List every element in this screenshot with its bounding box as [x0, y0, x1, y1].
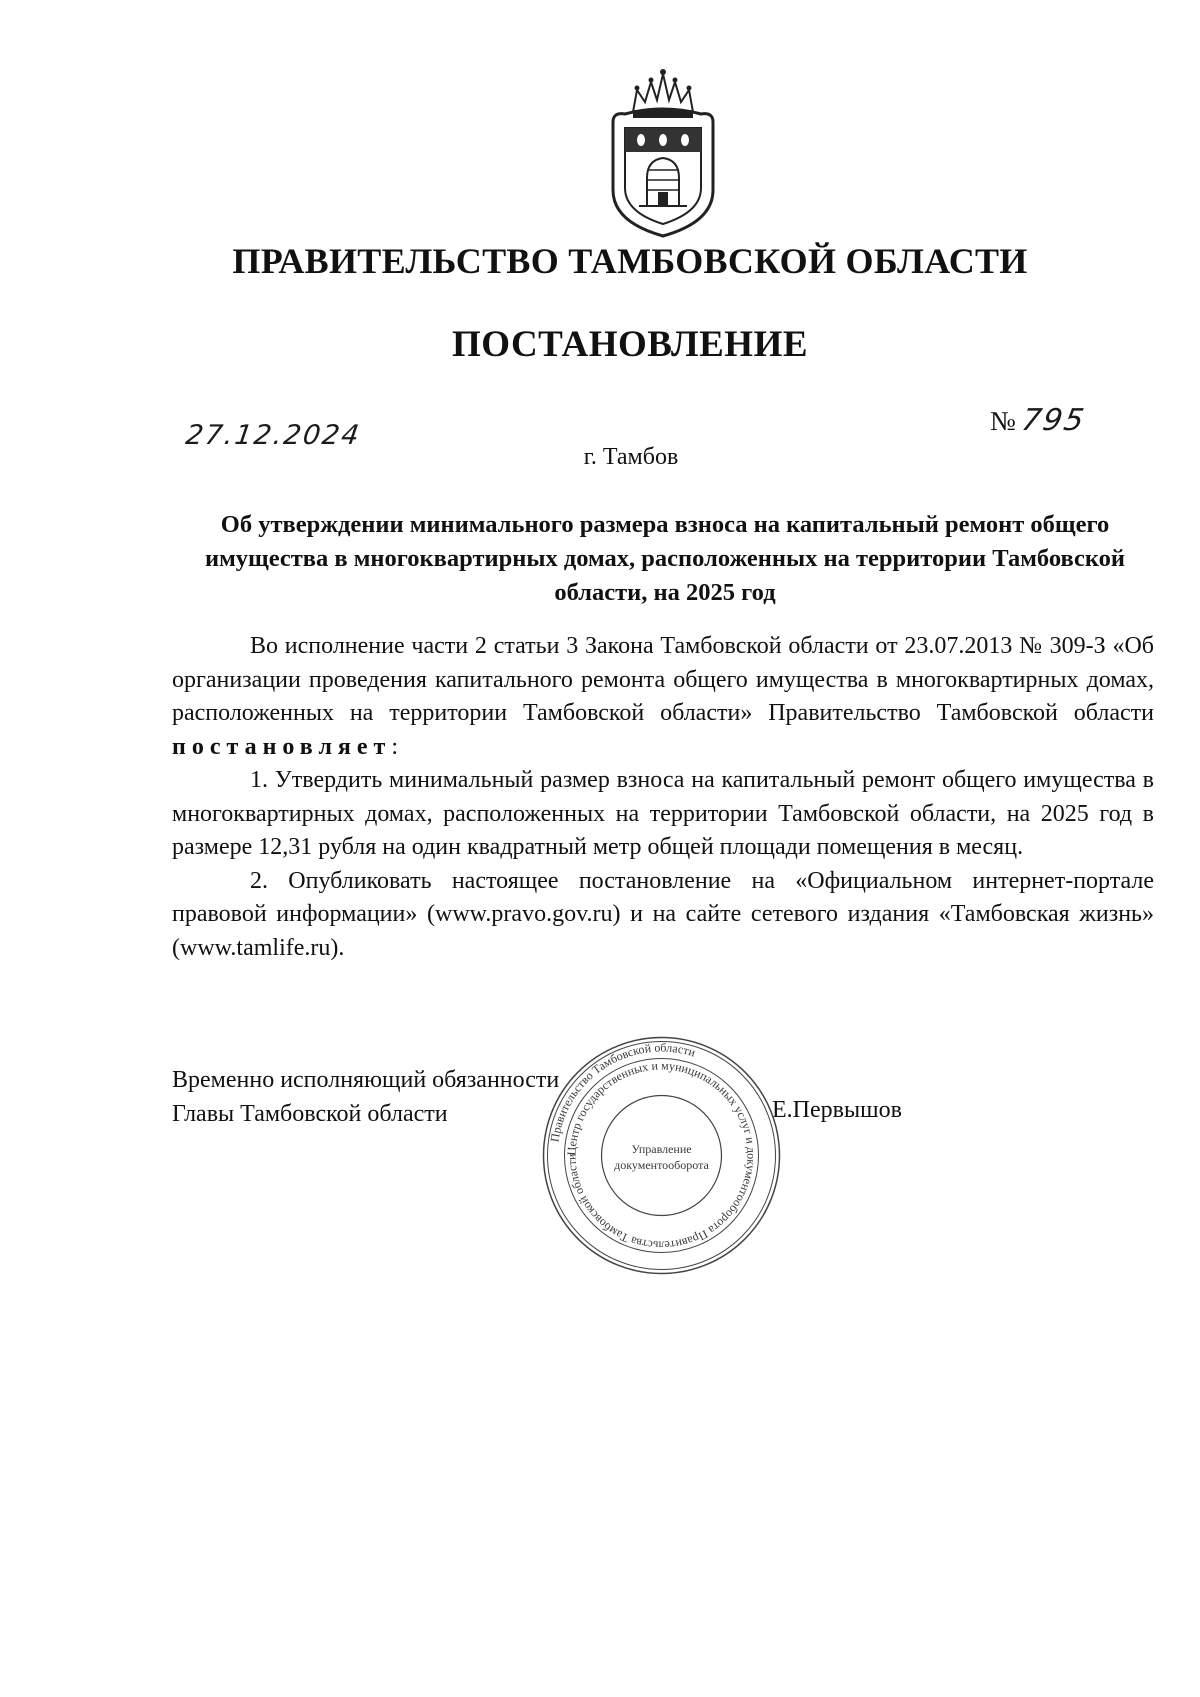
stamp-center-line-2: документооборота — [614, 1158, 709, 1172]
stamp-center-line-1: Управление — [631, 1142, 692, 1156]
signature-position — [172, 1063, 559, 1131]
document-number — [990, 403, 1089, 438]
position-line-2: Главы Тамбовской области — [172, 1101, 448, 1127]
document-type-title: ПОСТАНОВЛЕНИЕ — [451, 324, 809, 365]
item-2-paragraph: 2. Опубликовать настоящее постановление на «Официальном интернет-портале правовой информации» (www.pravo.gov.ru) и на сайте сетевого издания «Тамбовская жизнь» (www.tamlife.ru). — [172, 867, 1154, 961]
document-subject: Об утверждении минимального размера взноса на капитальный ремонт общего имущества в многоквартирных домах, расположенных на территории Тамбовской области, на 2025 год — [204, 511, 1126, 606]
signer-name: Е.Первышов — [772, 1097, 902, 1123]
document-body — [172, 630, 1154, 965]
number-value: 795 — [1018, 403, 1089, 438]
item-1-paragraph: 1. Утвердить минимальный размер взноса на капитальный ремонт общего имущества в многоквартирных домах, расположенных на территории Тамбовской области, на 2025 год в размере 12,31 рубля на один квадратный метр общей площади помещения в месяц. — [172, 767, 1154, 860]
decree-tail: : — [391, 733, 398, 760]
document-date: 27.12.2024 — [183, 420, 363, 451]
stamp-mid-ring-text: Центр государственных и муниципальных услуг и документооборота Правительства Тамбовской области — [564, 1058, 759, 1253]
official-stamp — [541, 1035, 782, 1276]
decree-word: постановляет — [172, 733, 392, 760]
city-line: г. Тамбов — [583, 444, 679, 470]
government-title: ПРАВИТЕЛЬСТВО ТАМБОВСКОЙ ОБЛАСТИ — [232, 241, 1028, 281]
coat-of-arms-emblem — [603, 60, 723, 238]
intro-text: Во исполнение части 2 статьи 3 Закона Тамбовской области от 23.07.2013 № 309-З «Об организации проведения капитального ремонта общего имущества в многоквартирных домах, расположенных на территории Тамбовской области» Правительство Тамбовской области — [172, 633, 1154, 726]
number-sign: № — [990, 406, 1016, 436]
stamp-outer-ring-text: Правительство Тамбовской области — [547, 1040, 698, 1143]
position-line-1: Временно исполняющий обязанности — [172, 1067, 560, 1093]
intro-paragraph — [172, 630, 1154, 764]
